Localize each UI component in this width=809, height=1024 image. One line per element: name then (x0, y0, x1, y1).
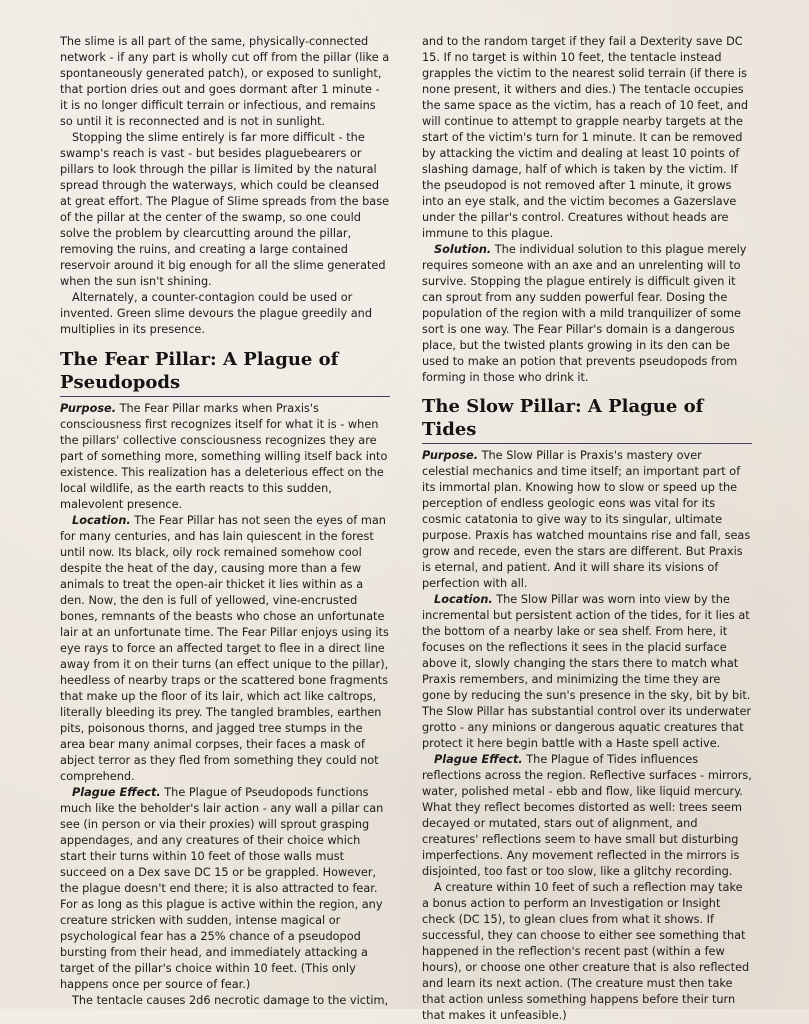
reflection-check-paragraph: A creature within 10 feet of such a reflection may take a bonus action to perform an Investigation or Insight check (DC 15), to glean clues from what it shows. If successful, they can choose to either see something that happened in the reflection's recent past (within a few hours), or choose one other creature that is also reflected and learn its next action. (The creature must then take that action unless something happens before their turn that makes it unfeasible.) (422, 881, 750, 1022)
fear-purpose-text: The Fear Pillar marks when Praxis's consciousness first recognizes itself for what it is - when the pillars' collective consciousness recognizes they are part of something more, something willing itself back into existence. This realization has a deleterious effect on the local wildlife, as the earth reacts to this sudden, malevolent presence. (60, 402, 388, 511)
fear-solution-paragraph (422, 242, 752, 386)
counter-contagion-paragraph: Alternately, a counter-contagion could be used or invented. Green slime devours the plague greedily and multiplies in its presence. (60, 291, 373, 336)
slow-location-label: Location. (434, 593, 493, 606)
fear-location-text: The Fear Pillar has not seen the eyes of man for many centuries, and has lain quiescent in the forest until now. Its black, oily rock remained somehow cool despite the heat of the day, causing more than a few animals to treat the open-air thicket it lies within as a den. Now, the den is full of yellowed, vine-encrusted bones, remnants of the beasts who chose an unfortunate lair at an unfortunate time. The Fear Pillar enjoys using its eye rays to force an affected target to flee in a direct line away from it on their turns (an effect unique to the pillar), heedless of nearby traps or the scattered bone fragments that make up the floor of its lair, which act like caltrops, literally bleeding its prey. The tangled brambles, earthen pits, poisonous thorns, and jagged tree stumps in the area bear many animal corpses, their faces a mask of abject terror as they fled from something they could not comprehend. (60, 514, 389, 783)
fear-solution-text: The individual solution to this plague merely requires someone with an axe and an unrelenting will to survive. Stopping the plague entirely is difficult given it can sprout from any sudden powerful fear. Dosing the population of the region with a mild tranquilizer of some sort is one way. The Fear Pillar's domain is a dangerous place, but the twisted plants growing in its den can be used to make an potion that prevents pseudopods from forming in those who drink it. (422, 243, 747, 384)
stopping-slime-paragraph: Stopping the slime entirely is far more difficult - the swamp's reach is vast - but besides plaguebearers or pillars to look through the pillar is limited by the natural spread through the waterways, which could be cleansed at great effort. The Plague of Slime spreads from the base of the pillar at the center of the swamp, so one could solve the problem by clearcutting around the pillar, removing the ruins, and creating a large contained reservoir around it big enough for all the slime generated when the sun isn't shining. (60, 131, 390, 288)
slow-pillar-heading: The Slow Pillar: A Plague of Tides (422, 395, 752, 444)
fear-location-label: Location. (72, 514, 131, 527)
tentacle-continued-paragraph: and to the random target if they fail a Dexterity save DC 15. If no target is within 10 feet, the tentacle instead grapples the victim to the nearest solid terrain (if there is none present, it withers and dies.) The tentacle occupies the same space as the victim, has a reach of 10 feet, and will continue to attempt to grapple nearby targets at the start of the victim's turn for 1 minute. It can be removed by attacking the victim and dealing at least 10 points of slashing damage, half of which is taken by the victim. If the pseudopod is not removed after 1 minute, it grows into an eye stalk, and the victim becomes a Gazerslave under the pillar's control. Creatures without heads are immune to this plague. (422, 35, 749, 240)
fear-location-paragraph (60, 513, 390, 785)
slow-purpose-label: Purpose. (422, 449, 479, 462)
fear-purpose-label: Purpose. (60, 402, 117, 415)
slow-location-paragraph (422, 592, 752, 752)
fear-effect-label: Plague Effect. (72, 786, 161, 799)
slow-purpose-paragraph (422, 448, 752, 592)
slow-purpose-text: The Slow Pillar is Praxis's mastery over celestial mechanics and time itself; an important part of its immortal plan. Knowing how to slow or speed up the perception of endless geologic eons was vital for its cosmic catatonia to give way to its singular, ultimate purpose. Praxis has watched mountains rise and fall, seas grow and recede, even the stars are different. But Praxis is eternal, and patient. And it will share its visions of perfection with all. (422, 449, 751, 590)
slow-location-text: The Slow Pillar was worn into view by the incremental but persistent action of the tides, for it lies at the bottom of a nearby lake or sea shelf. From here, it focuses on the reflections it sees in the placid surface above it, slowly changing the stars there to match what Praxis remembers, and minimizing the time they are gone by reducing the sun's presence in the sky, bit by bit. The Slow Pillar has substantial control over its underwater grotto - any minions or dangerous aquatic creatures that protect it here begin battle with a Haste spell active. (422, 593, 752, 750)
slow-effect-paragraph (422, 752, 752, 880)
tentacle-paragraph: The tentacle causes 2d6 necrotic damage to the victim, (72, 994, 389, 1007)
slow-effect-text: The Plague of Tides influences reflections across the region. Reflective surfaces - mirrors, water, polished metal - ebb and flow, like liquid mercury. What they reflect becomes distorted as well: trees seem decayed or mutated, stars out of alignment, and creatures' reflections seem to have small but disturbing imperfections. Any movement reflected in the mirrors is disjointed, too fast or too slow, like a glitchy recording. (422, 753, 752, 878)
slow-effect-label: Plague Effect. (434, 753, 523, 766)
fear-effect-paragraph (60, 785, 390, 993)
left-column (60, 34, 390, 1009)
fear-pillar-heading: The Fear Pillar: A Plague of Pseudopods (60, 348, 390, 397)
slime-paragraph: The slime is all part of the same, physically-connected network - if any part is wholly cut off from the pillar (like a spontaneously generated patch), or exposed to sunlight, that portion dries out and goes dormant after 1 minute - it is no longer difficult terrain or infectious, and remains so until it is reconnected and is not in sunlight. (60, 35, 390, 128)
fear-solution-label: Solution. (434, 243, 492, 256)
fear-purpose-paragraph (60, 401, 390, 513)
right-column (422, 34, 752, 1024)
fear-effect-text: The Plague of Pseudopods functions much like the beholder's lair action - any wall a pillar can see (in person or via their proxies) will sprout grasping appendages, and any creatures of their choice which start their turns within 10 feet of those walls must succeed on a Dex save DC 15 or be grappled. However, the plague doesn't end there; it is also attracted to fear. For as long as this plague is active within the region, any creature stricken with sudden, intense magical or psychological fear has a 25% chance of a pseudopod bursting from their head, and immediately attacking a target of the pillar's choice within 10 feet. (This only happens once per source of fear.) (60, 786, 384, 991)
